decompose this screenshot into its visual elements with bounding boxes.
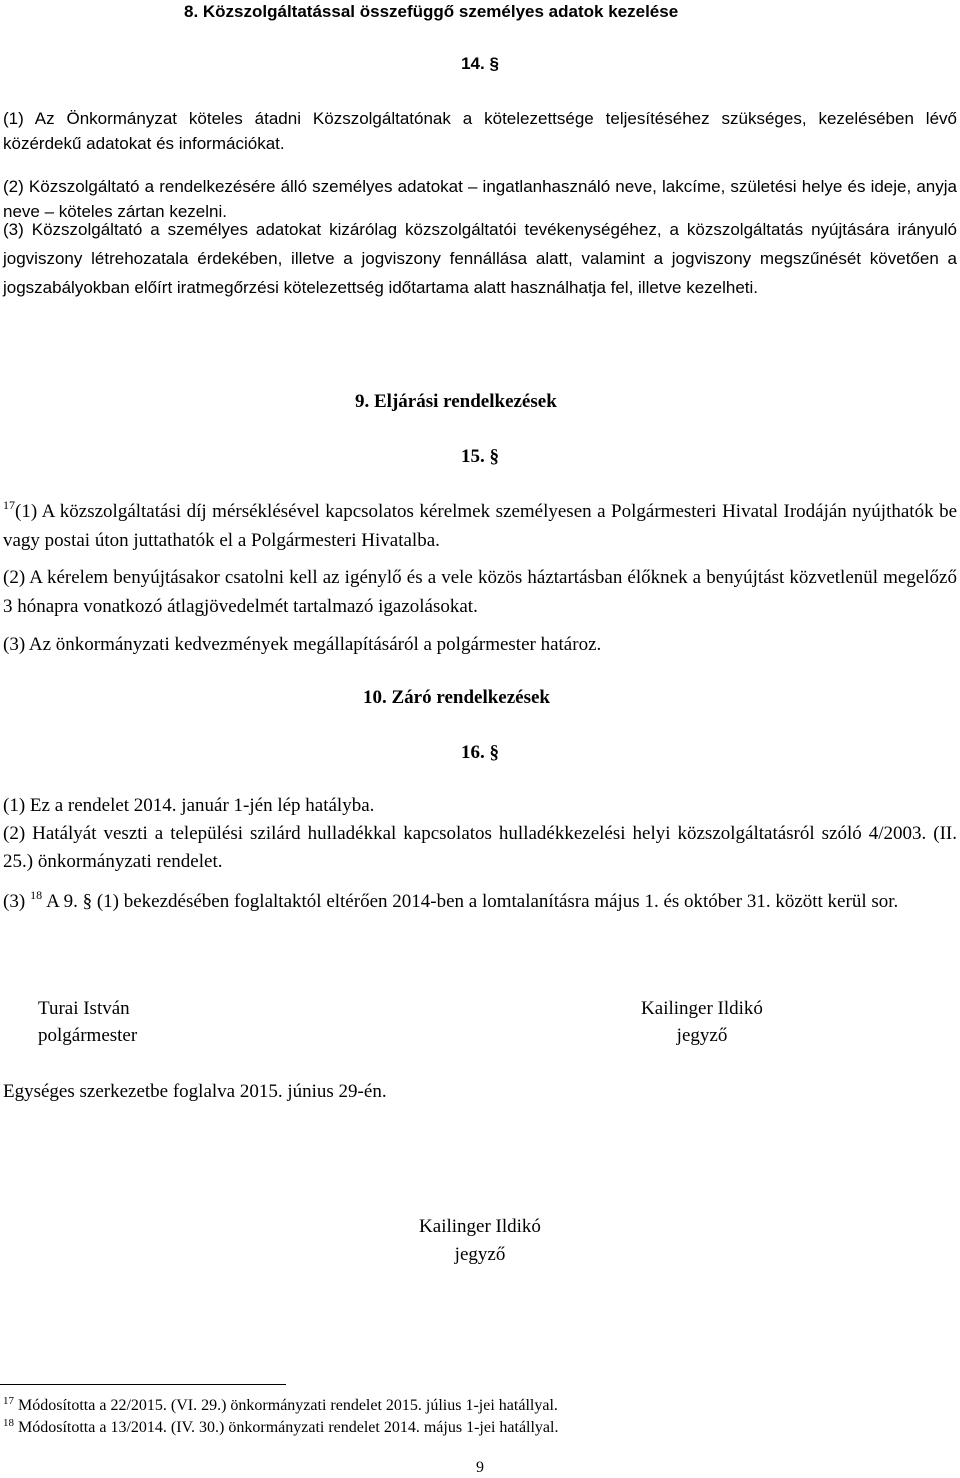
signature-right-title: jegyző bbox=[676, 1025, 728, 1046]
consolidation-signature bbox=[380, 1213, 580, 1269]
paragraph-15-3: (3) Az önkormányzati kedvezmények megállapításáról a polgármester határoz. bbox=[3, 634, 602, 655]
paragraph-16-3-text: A 9. § (1) bekezdésében foglaltaktól eltérően 2014-ben a lomtalanításra május 1. és október 31. között kerül sor. bbox=[46, 891, 899, 912]
paragraph-15-number: 15. § bbox=[461, 446, 499, 467]
signature-right-name: Kailinger Ildikó bbox=[641, 998, 763, 1019]
footnote-18 bbox=[3, 1418, 558, 1438]
paragraph-15-1-text: (1) A közszolgáltatási díj mérséklésével kapcsolatos kérelmek személyesen a Polgármesteri Hivatal Irodáján nyújthatók be vagy postai úton juttathatók el a Polgármesteri Hivatalba. bbox=[3, 501, 957, 551]
page-number: 9 bbox=[476, 1459, 484, 1476]
paragraph-16-number: 16. § bbox=[461, 742, 499, 763]
consolidation-signer-title: jegyző bbox=[454, 1244, 506, 1265]
footnote-ref-17: 17 bbox=[3, 498, 15, 512]
consolidation-signer-name: Kailinger Ildikó bbox=[419, 1216, 541, 1237]
paragraph-16-2: (2) Hatályát veszti a települési szilárd hulladékkal kapcsolatos hulladékkezelési helyi közszolgáltatásról szóló 4/2003. (II. 25.) önkormányzati rendelet. bbox=[3, 823, 957, 872]
signature-right bbox=[602, 995, 802, 1049]
consolidation-note: Egységes szerkezetbe foglalva 2015. június 29-én. bbox=[3, 1081, 387, 1102]
footnote-separator bbox=[0, 1384, 286, 1385]
section-10-heading: 10. Záró rendelkezések bbox=[363, 687, 550, 708]
paragraph-15-2: (2) A kérelem benyújtásakor csatolni kell az igénylő és a vele közös háztartásban élőknek a benyújtást közvetlenül megelőző 3 hónapra vonatkozó átlagjövedelmét tartalmazó igazolásokat. bbox=[3, 567, 957, 617]
section-9-heading: 9. Eljárási rendelkezések bbox=[355, 391, 557, 412]
paragraph-16-1: (1) Ez a rendelet 2014. január 1-jén lép hatályba. bbox=[3, 795, 375, 816]
footnote-17-mark: 17 bbox=[3, 1395, 14, 1407]
footnote-18-text: Módosította a 13/2014. (IV. 30.) önkormányzati rendelet 2014. május 1-jei hatállyal. bbox=[18, 1419, 559, 1436]
footnote-18-mark: 18 bbox=[3, 1417, 14, 1429]
section-8-heading: 8. Közszolgáltatással összefüggő személyes adatok kezelése bbox=[184, 2, 679, 21]
paragraph-14-1: (1) Az Önkormányzat köteles átadni Közszolgáltatónak a kötelezettsége teljesítéséhez szükséges, kezelésében lévő közérdekű adatokat és információkat. bbox=[3, 109, 957, 153]
paragraph-14-3: (3) Közszolgáltató a személyes adatokat kizárólag közszolgáltatói tevékenységéhez, a közszolgáltatás nyújtására irányuló jogviszony létrehozatala érdekében, illetve a jogviszony fennállása alatt, valamint a jogviszony megszűnését követően a jogszabályokban előírt iratmegőrzési kötelezettség időtartama alatt használhatja fel, illetve kezelheti. bbox=[3, 220, 957, 297]
signature-left-name: Turai István bbox=[38, 998, 130, 1019]
footnote-17-text: Módosította a 22/2015. (VI. 29.) önkormányzati rendelet 2015. július 1-jei hatállyal. bbox=[18, 1397, 558, 1414]
paragraph-16-3 bbox=[3, 887, 957, 916]
paragraph-14-number: 14. § bbox=[461, 54, 499, 73]
paragraph-15-1 bbox=[3, 497, 957, 555]
paragraph-16-3-prefix: (3) bbox=[3, 891, 26, 912]
paragraph-14-2: (2) Közszolgáltató a rendelkezésére álló személyes adatokat – ingatlanhasználó neve, lakcíme, születési helye és ideje, anyja neve – köteles zártan kezelni. bbox=[3, 177, 957, 221]
footnote-ref-18: 18 bbox=[30, 888, 43, 902]
signature-left bbox=[38, 995, 137, 1049]
signature-left-title: polgármester bbox=[38, 1025, 138, 1046]
footnote-17 bbox=[3, 1396, 558, 1416]
